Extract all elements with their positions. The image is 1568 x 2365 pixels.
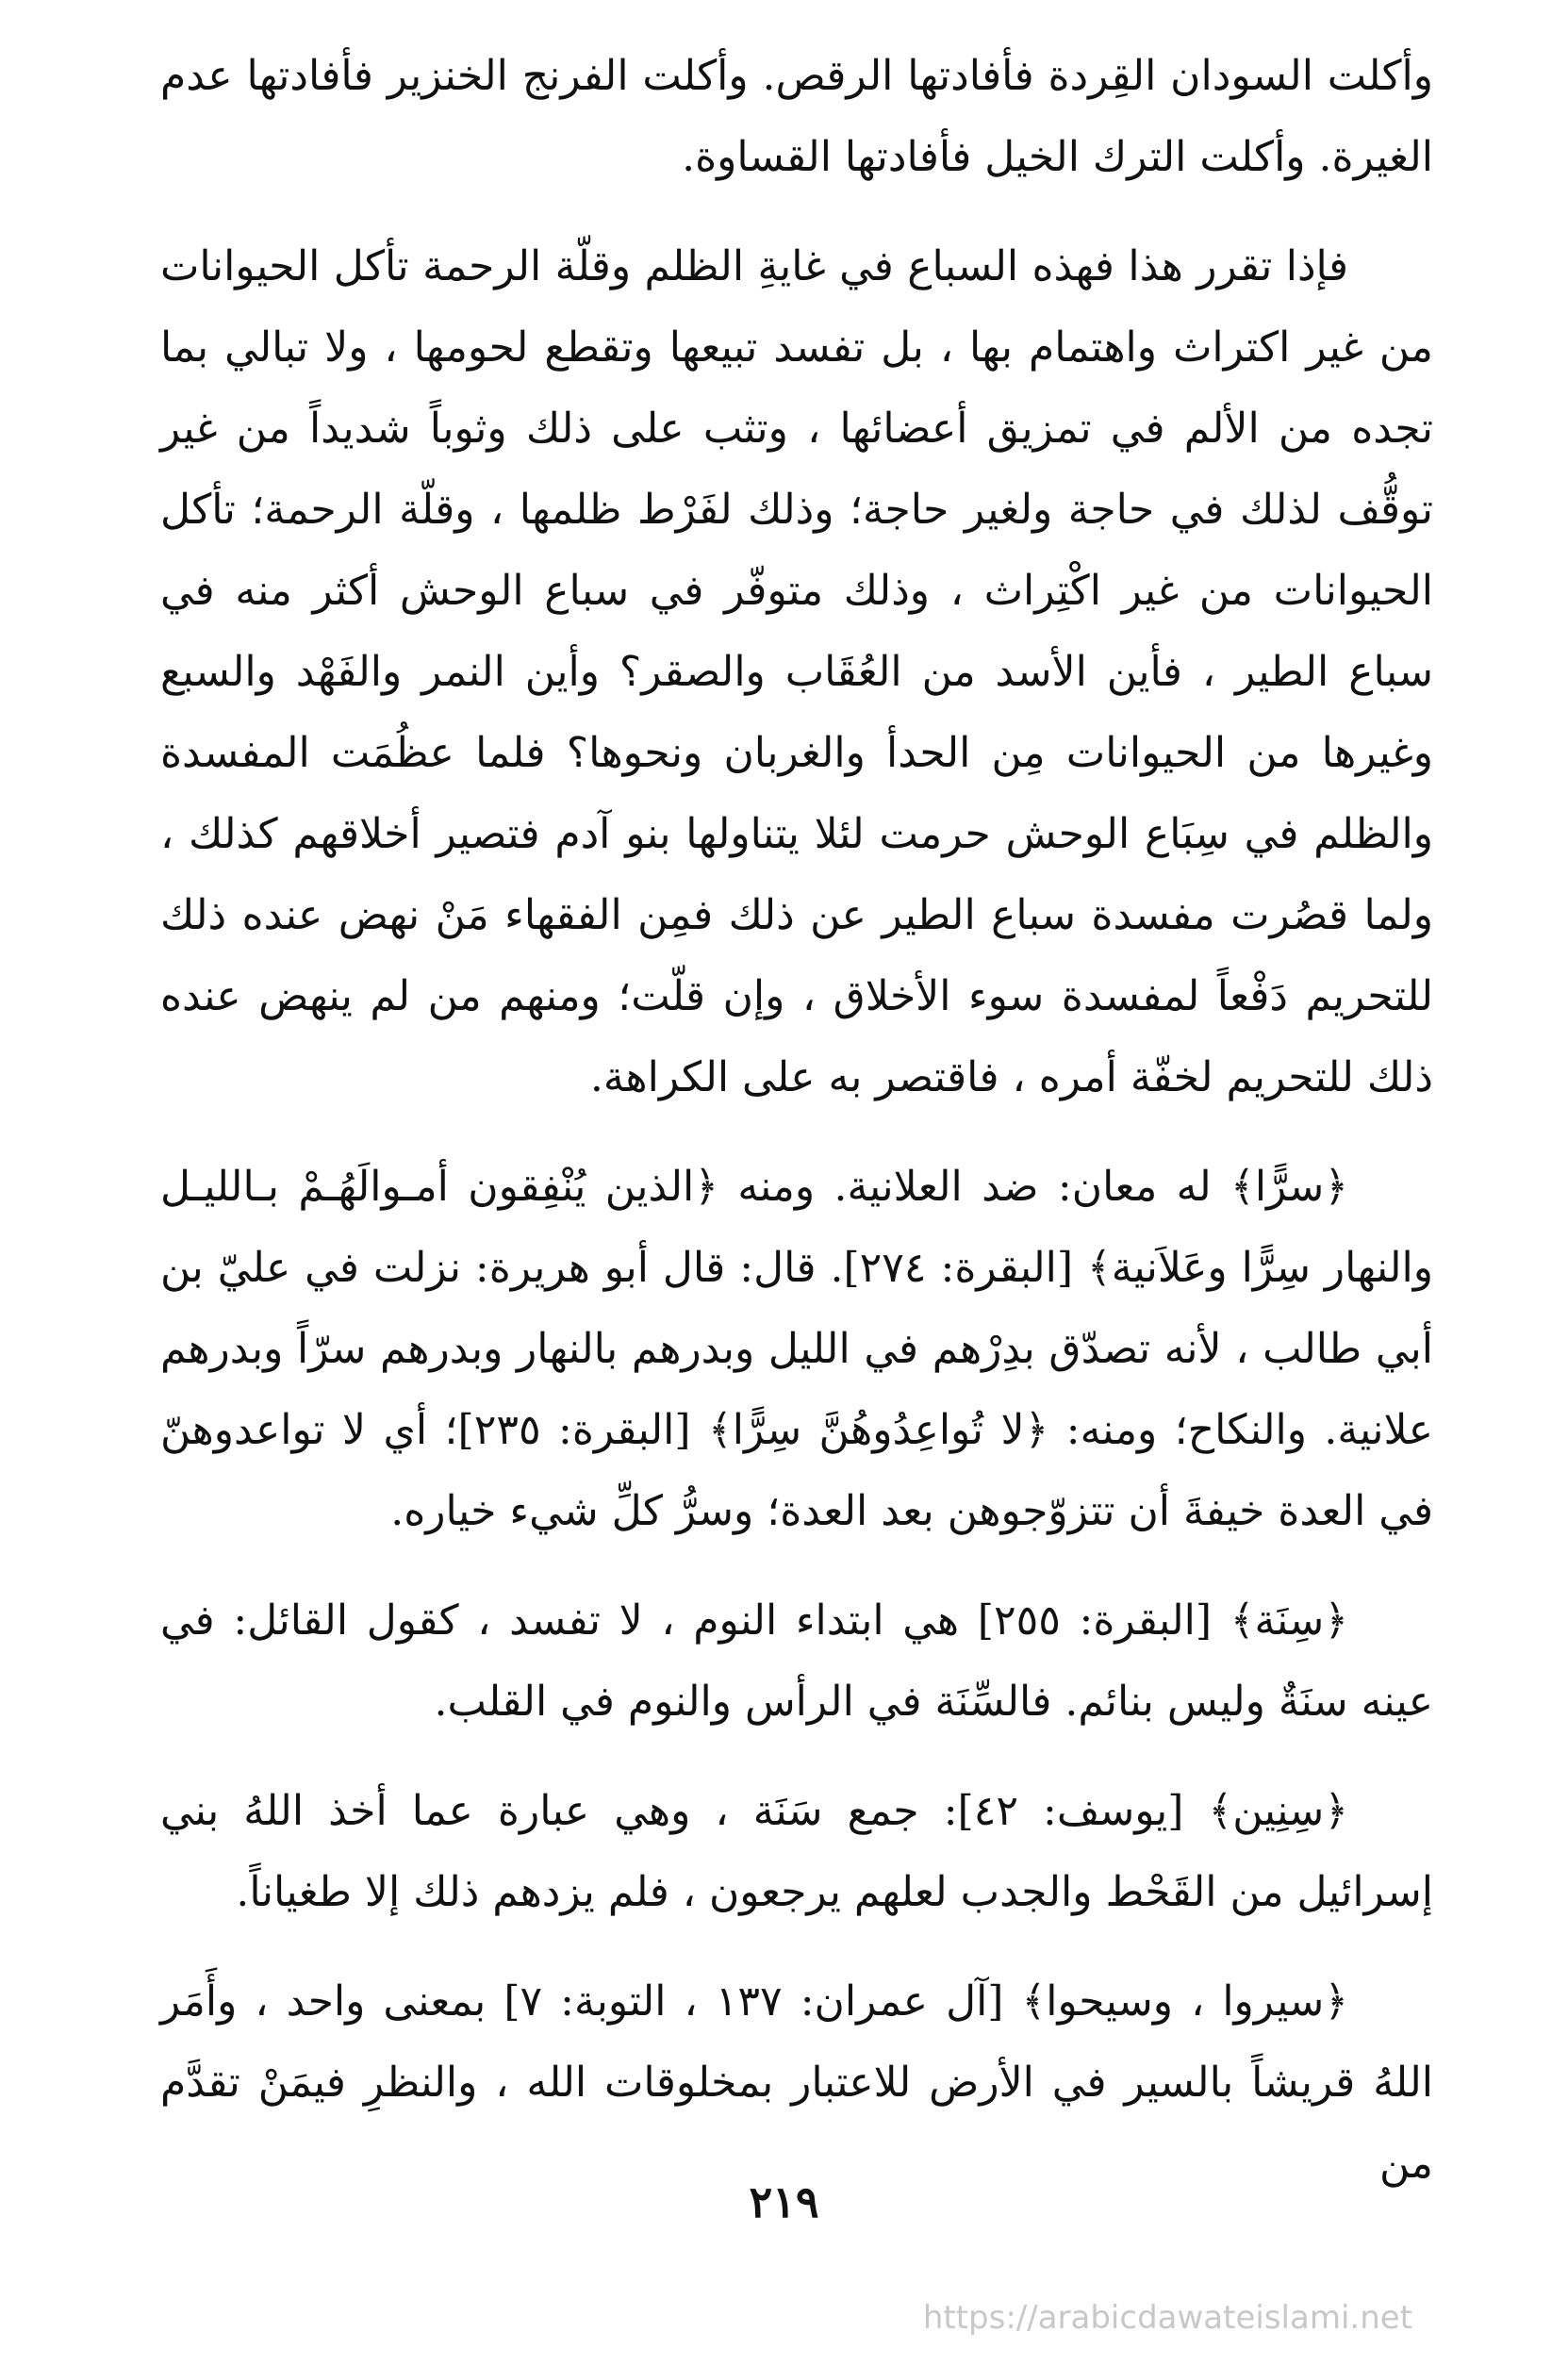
paragraph-sinin: ﴿سِنِين﴾ [يوسف: ٤٢]: جمع سَنَة ، وهي عبارة عما أخذ اللهُ بني إسرائيل من القَحْط والجدب لعلهم يرجعون ، فلم يزدهم ذلك إلا طغياناً. [160, 1787, 1433, 1916]
paragraph-sinah: ﴿سِنَة﴾ [البقرة: ٢٥٥] هي ابتداء النوم ، لا تفسد ، كقول القائل: في عينه سنَةٌ وليس بنائم. فالسِّنَة في الرأس والنوم في القلب. [160, 1596, 1433, 1726]
paragraph-predators: فإذا تقرر هذا فهذه السباع في غايةِ الظلم وقلّة الرحمة تأكل الحيوانات من غير اكتراث واهتمام بها ، بل تفسد تبيعها وتقطع لحومها ، ولا تبالي بما تجده من الألم في تمزيق أعضائها ، وتثب على ذلك وثوباً شديداً من غير توقُّف لذلك في حاجة ولغير حاجة؛ وذلك لفَرْط ظلمها ، وقلّة الرحمة؛ تأكل الحيوانات من غير اكْتِراث ، وذلك متوفّر في سباع الوحش أكثر منه في سباع الطير ، فأين الأسد من العُقَاب والصقر؟ وأين النمر والفَهْد والسبع وغيرها من الحيوانات مِن الحدأ والغربان ونحوها؟ فلما عظُمَت المفسدة والظلم في سِبَاع الوحش حرمت لئلا يتناولها بنو آدم فتصير أخلاقهم كذلك ، ولما قصُرت مفسدة سباع الطير عن ذلك فمِن الفقهاء مَنْ نهض عنده ذلك للتحريم دَفْعاً لمفسدة سوء الأخلاق ، وإن قلّت؛ ومنهم من لم ينهض عنده ذلك للتحريم لخفّة أمره ، فاقتصر به على الكراهة. [160, 242, 1433, 1101]
paragraph-continuation: وأكلت السودان القِردة فأفادتها الرقص. وأكلت الفرنج الخنزير فأفادتها عدم الغيرة. وأكلت الترك الخيل فأفادتها القساوة. [160, 52, 1433, 181]
paragraph-siru: ﴿سيروا ، وسيحوا﴾ [آل عمران: ١٣٧ ، التوبة: ٧] بمعنى واحد ، وأَمَر اللهُ قريشاً بالسير في الأرض للاعتبار بمخلوقات الله ، والنظرِ فيمَنْ تقدَّم من [160, 1977, 1433, 2188]
watermark-url: https://arabicdawateislami.net [922, 2299, 1412, 2337]
page-number: ٢١٩ [749, 2176, 819, 2227]
paragraph-sirran: ﴿سرًّا﴾ له معان: ضد العلانية. ومنه ﴿الذين يُنْفِقون أمـوالَهُـمْ بـالليـل والنهار سِرًّا وعَلاَنية﴾ [البقرة: ٢٧٤]. قال: قال أبو هريرة: نزلت في عليّ بن أبي طالب ، لأنه تصدّق بدِرْهم في الليل وبدرهم بالنهار وبدرهم سرّاً وبدرهم علانية. والنكاح؛ ومنه: ﴿لا تُواعِدُوهُنَّ سِرًّا﴾ [البقرة: ٢٣٥]؛ أي لا تواعدوهنّ في العدة خيفةَ أن تتزوّجوهن بعد العدة؛ وسرُّ كلِّ شيء خياره. [160, 1163, 1434, 1535]
page-body [160, 36, 1433, 2205]
